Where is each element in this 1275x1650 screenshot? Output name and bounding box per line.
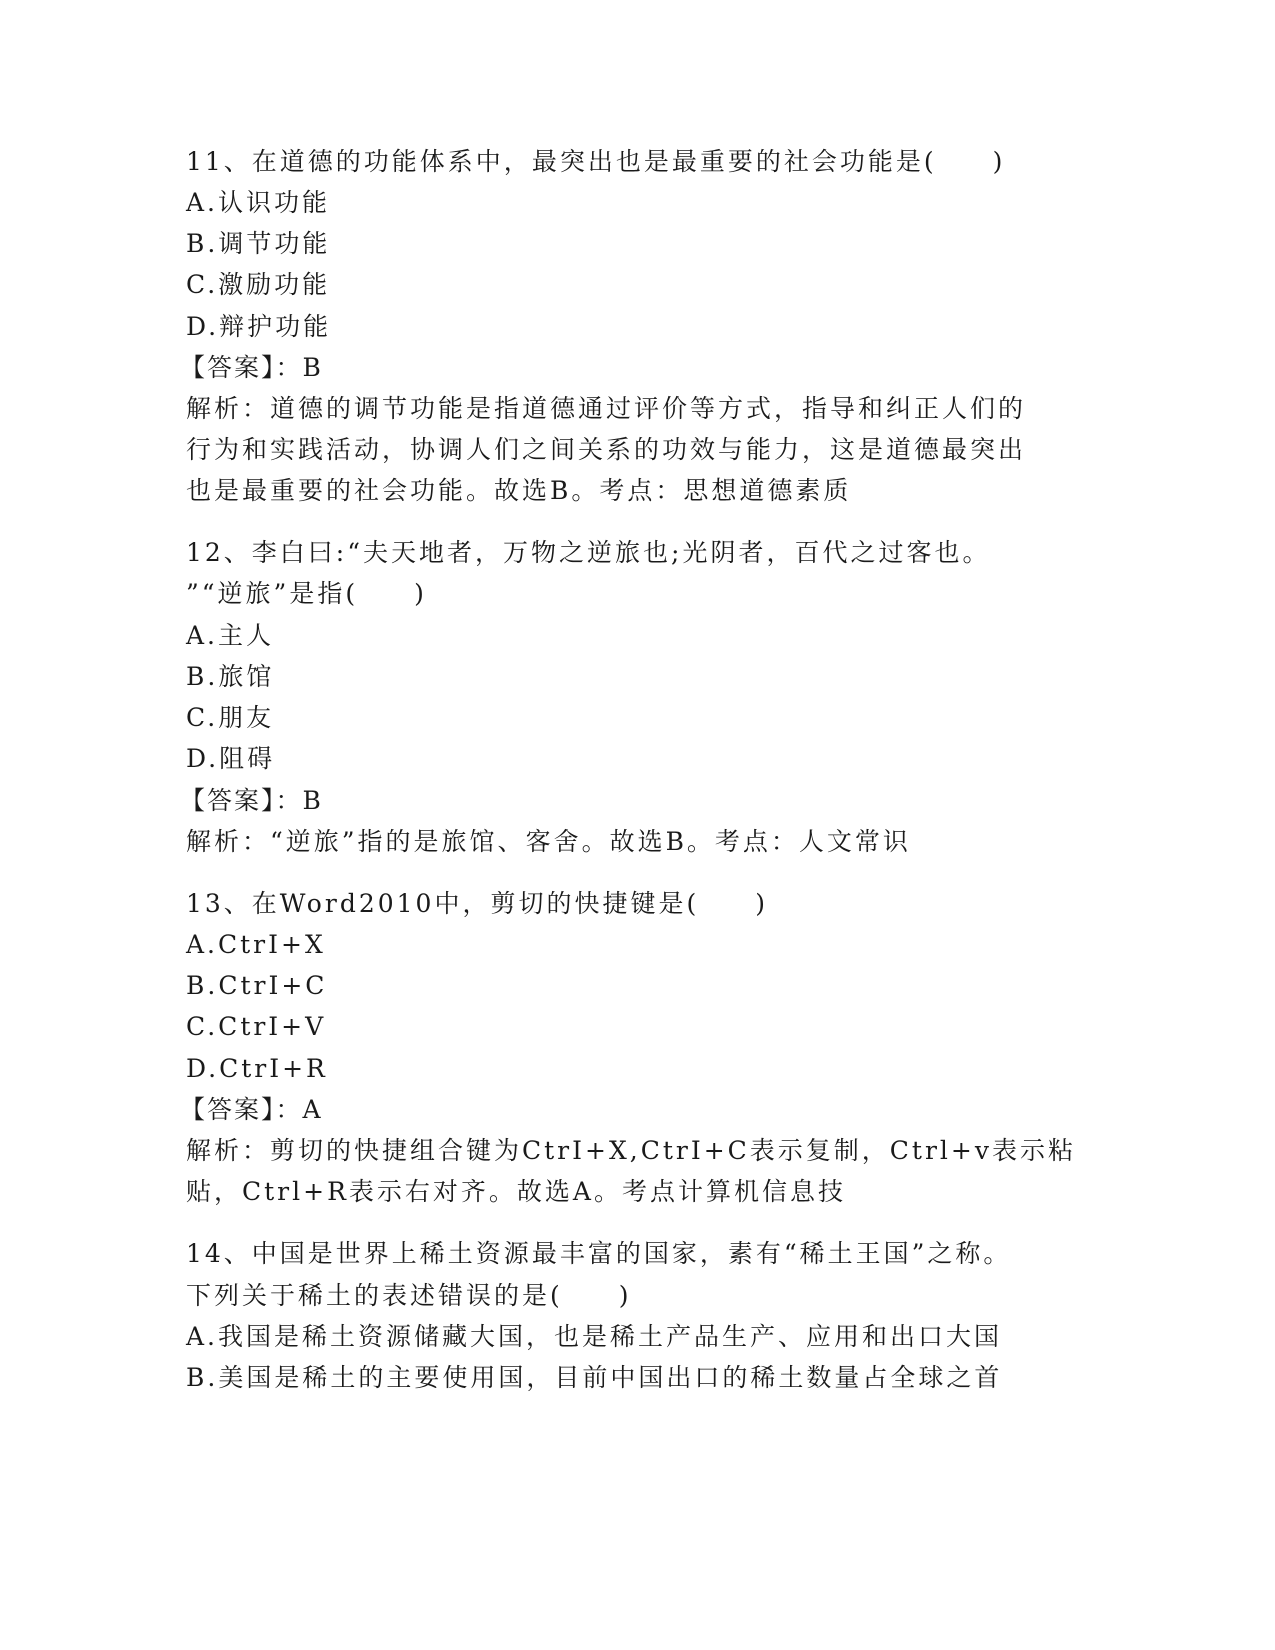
question-11-option-d: D.辩护功能	[186, 312, 332, 341]
question-12-stem-line-1: 12、李白曰:“夫天地者，万物之逆旅也;光阴者，百代之过客也。	[186, 538, 991, 567]
question-13-option-c: C.CtrI+V	[186, 1012, 327, 1041]
question-13-option-a: A.CtrI+X	[186, 930, 326, 959]
question-12-answer	[180, 785, 324, 817]
answer-value: B	[302, 353, 324, 382]
answer-label: 【答案】：	[180, 353, 303, 382]
answer-value: A	[302, 1095, 324, 1124]
question-11-analysis-line-3: 也是最重要的社会功能。故选B。考点：思想道德素质	[186, 476, 852, 505]
question-14-stem-line-1: 14、中国是世界上稀土资源最丰富的国家，素有“稀土王国”之称。	[186, 1239, 1012, 1268]
question-11-answer	[180, 352, 324, 384]
answer-value: B	[302, 786, 324, 815]
answer-label: 【答案】：	[180, 786, 303, 815]
question-12-option-a: A.主人	[186, 621, 275, 650]
question-11-stem: 11、在道德的功能体系中，最突出也是最重要的社会功能是( )	[186, 147, 1006, 176]
answer-label: 【答案】：	[180, 1095, 303, 1124]
question-13-stem: 13、在Word2010中，剪切的快捷键是( )	[186, 889, 768, 918]
question-12-analysis-line-1: 解析：“逆旅”指的是旅馆、客舍。故选B。考点：人文常识	[186, 827, 911, 856]
question-12-stem-line-2: ”“逆旅”是指( )	[186, 579, 427, 608]
question-12-option-c: C.朋友	[186, 703, 275, 732]
question-11-option-a: A.认识功能	[186, 188, 331, 217]
question-14-option-b: B.美国是稀土的主要使用国，目前中国出口的稀土数量占全球之首	[186, 1363, 1003, 1392]
question-13-answer	[180, 1094, 324, 1126]
question-12-option-d: D.阻碍	[186, 744, 276, 773]
question-13-analysis-line-2: 贴，Ctrl+R表示右对齐。故选A。考点计算机信息技	[186, 1177, 846, 1206]
question-14-stem-line-2: 下列关于稀土的表述错误的是( )	[186, 1281, 632, 1310]
question-11-option-b: B.调节功能	[186, 229, 331, 258]
question-11-option-c: C.激励功能	[186, 270, 331, 299]
question-14-option-a: A.我国是稀土资源储藏大国，也是稀土产品生产、应用和出口大国	[186, 1322, 1003, 1351]
question-11-analysis-line-1: 解析：道德的调节功能是指道德通过评价等方式，指导和纠正人们的	[186, 394, 1027, 423]
question-13-option-b: B.CtrI+C	[186, 971, 328, 1000]
question-12-option-b: B.旅馆	[186, 662, 275, 691]
question-13-option-d: D.CtrI+R	[186, 1054, 328, 1083]
question-13-analysis-line-1: 解析：剪切的快捷组合键为CtrI+X,CtrI+C表示复制，Ctrl+v表示粘	[186, 1136, 1076, 1165]
question-11-analysis-line-2: 行为和实践活动，协调人们之间关系的功效与能力，这是道德最突出	[186, 435, 1027, 464]
